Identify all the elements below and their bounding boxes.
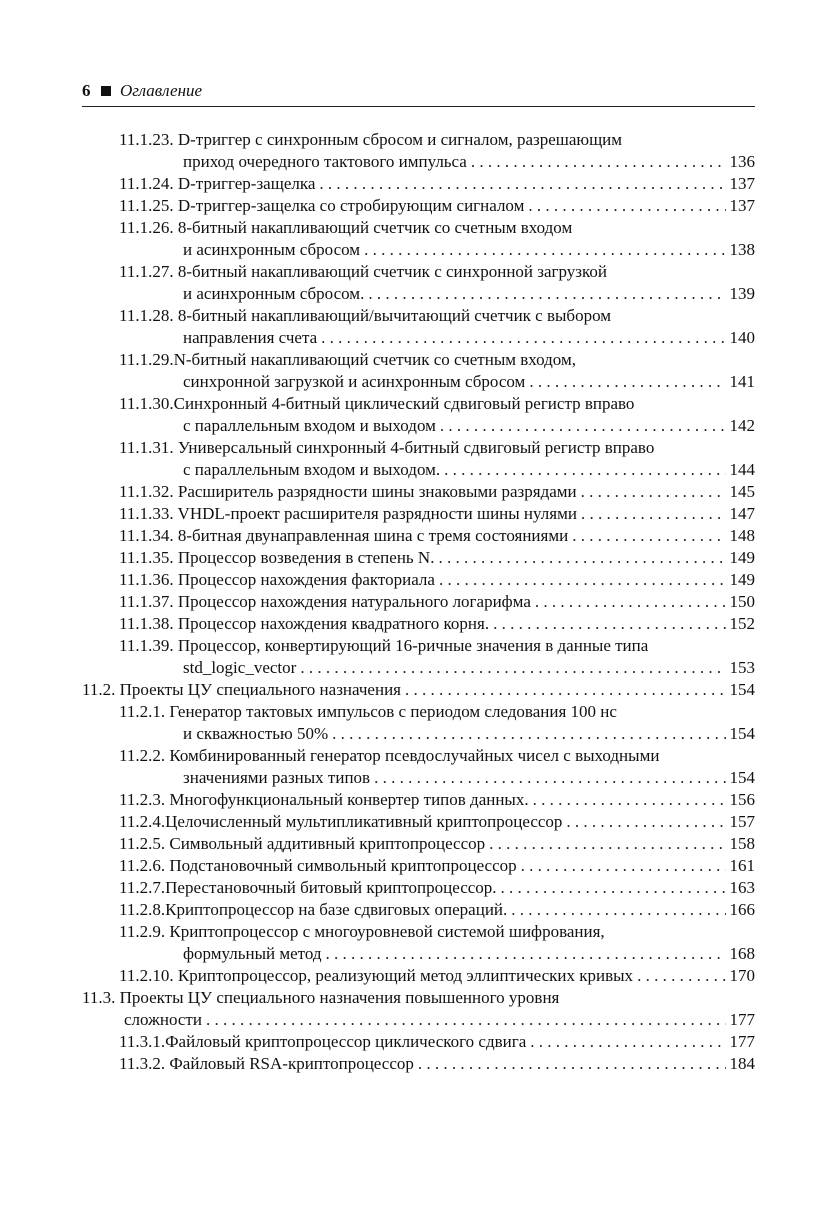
toc-entry-line bbox=[82, 217, 755, 239]
toc-entry bbox=[82, 1053, 755, 1075]
toc-entry-line bbox=[82, 635, 755, 657]
toc-page-number: 149 bbox=[729, 548, 755, 567]
toc-entry bbox=[82, 349, 755, 393]
toc-entry bbox=[82, 965, 755, 987]
dot-leader bbox=[535, 591, 726, 613]
toc-entry-line bbox=[82, 1053, 755, 1075]
dot-leader bbox=[493, 613, 726, 635]
toc-entry-line bbox=[82, 503, 755, 525]
toc-entry-line bbox=[82, 1031, 755, 1053]
toc-entry bbox=[82, 591, 755, 613]
toc-entry-text: 11.2.3. Многофункциональный конвертер типов данных. bbox=[119, 790, 529, 809]
toc-entry-line bbox=[82, 943, 755, 965]
toc-entry bbox=[82, 987, 755, 1031]
toc-page-number: 142 bbox=[729, 416, 755, 435]
dot-leader bbox=[444, 459, 726, 481]
toc-entry-text: с параллельным входом и выходом bbox=[183, 416, 436, 435]
toc-entry-text: 11.1.33. VHDL-проект расширителя разрядности шины нулями bbox=[119, 504, 577, 523]
toc-entry bbox=[82, 877, 755, 899]
toc-entry bbox=[82, 481, 755, 503]
toc-entry-text: 11.1.28. 8-битный накапливающий/вычитающий счетчик с выбором bbox=[119, 306, 612, 325]
toc-entry bbox=[82, 679, 755, 701]
toc-entry-text: направления счета bbox=[183, 328, 318, 347]
dot-leader bbox=[501, 877, 726, 899]
running-title: Оглавление bbox=[120, 81, 203, 100]
toc-entry-text: и асинхронным сбросом. bbox=[183, 284, 365, 303]
toc-entry bbox=[82, 921, 755, 965]
toc-entry-line bbox=[82, 591, 755, 613]
dot-leader bbox=[300, 657, 726, 679]
toc-entry-text: и асинхронным сбросом bbox=[183, 240, 361, 259]
toc-entry-text: и скважностью 50% bbox=[183, 724, 329, 743]
toc-entry-line bbox=[82, 701, 755, 723]
toc-entry-line bbox=[82, 811, 755, 833]
toc-entry-text: 11.1.32. Расширитель разрядности шины знаковыми разрядами bbox=[119, 482, 577, 501]
toc-entry-line bbox=[82, 415, 755, 437]
toc-entry-text: 11.1.27. 8-битный накапливающий счетчик с синхронной загрузкой bbox=[119, 262, 607, 281]
table-of-contents bbox=[82, 129, 755, 1075]
dot-leader bbox=[326, 943, 726, 965]
toc-page-number: 157 bbox=[729, 812, 755, 831]
dot-leader bbox=[418, 1053, 726, 1075]
toc-entry bbox=[82, 855, 755, 877]
toc-entry bbox=[82, 261, 755, 305]
dot-leader bbox=[471, 151, 726, 173]
dot-leader bbox=[440, 415, 726, 437]
running-header bbox=[82, 80, 755, 107]
toc-page-number: 148 bbox=[729, 526, 755, 545]
toc-entry bbox=[82, 701, 755, 745]
toc-page-number: 153 bbox=[729, 658, 755, 677]
toc-entry-line bbox=[82, 283, 755, 305]
toc-entry-text: 11.2.9. Криптопроцессор с многоуровневой системой шифрования, bbox=[119, 922, 605, 941]
toc-page-number: 170 bbox=[729, 966, 755, 985]
toc-entry-text: синхронной загрузкой и асинхронным сбросом bbox=[183, 372, 526, 391]
toc-page-number: 158 bbox=[729, 834, 755, 853]
toc-entry-line bbox=[82, 987, 755, 1009]
toc-entry-line bbox=[82, 767, 755, 789]
toc-page-number: 152 bbox=[729, 614, 755, 633]
toc-page-number: 149 bbox=[729, 570, 755, 589]
toc-entry-text: формульный метод bbox=[183, 944, 322, 963]
toc-page-number: 144 bbox=[729, 460, 755, 479]
toc-page-number: 177 bbox=[729, 1032, 755, 1051]
toc-entry-text: 11.2.8.Криптопроцессор на базе сдвиговых операций. bbox=[119, 900, 508, 919]
dot-leader bbox=[511, 899, 726, 921]
dot-leader bbox=[374, 767, 726, 789]
dot-leader bbox=[521, 855, 726, 877]
toc-entry-text: 11.1.31. Универсальный синхронный 4-битный сдвиговый регистр вправо bbox=[119, 438, 655, 457]
toc-entry bbox=[82, 195, 755, 217]
toc-entry-line bbox=[82, 239, 755, 261]
toc-entry-text: 11.1.30.Синхронный 4-битный циклический сдвиговый регистр вправо bbox=[119, 394, 635, 413]
toc-entry-line bbox=[82, 173, 755, 195]
toc-entry-line bbox=[82, 877, 755, 899]
toc-entry-text: 11.2.7.Перестановочный битовый криптопроцессор. bbox=[119, 878, 497, 897]
toc-entry bbox=[82, 305, 755, 349]
toc-entry-line bbox=[82, 1009, 755, 1031]
toc-entry-text: 11.1.36. Процессор нахождения факториала bbox=[119, 570, 435, 589]
toc-page-number: 137 bbox=[729, 196, 755, 215]
dot-leader bbox=[572, 525, 726, 547]
toc-entry-text: 11.1.25. D-триггер-защелка со стробирующим сигналом bbox=[119, 196, 525, 215]
toc-entry-line bbox=[82, 151, 755, 173]
dot-leader bbox=[566, 811, 726, 833]
toc-entry bbox=[82, 635, 755, 679]
toc-entry-line bbox=[82, 679, 755, 701]
toc-page-number: 137 bbox=[729, 174, 755, 193]
dot-leader bbox=[332, 723, 726, 745]
toc-entry-line bbox=[82, 921, 755, 943]
toc-entry-line bbox=[82, 437, 755, 459]
toc-entry-line bbox=[82, 195, 755, 217]
toc-page-number: 177 bbox=[729, 1010, 755, 1029]
dot-leader bbox=[581, 481, 726, 503]
dot-leader bbox=[439, 569, 726, 591]
toc-entry-line bbox=[82, 129, 755, 151]
toc-page-number: 163 bbox=[729, 878, 755, 897]
toc-page-number: 147 bbox=[729, 504, 755, 523]
toc-entry-line bbox=[82, 349, 755, 371]
dot-leader bbox=[489, 833, 726, 855]
toc-entry-line bbox=[82, 569, 755, 591]
toc-entry bbox=[82, 437, 755, 481]
toc-entry bbox=[82, 833, 755, 855]
toc-entry-text: 11.2.2. Комбинированный генератор псевдослучайных чисел с выходными bbox=[119, 746, 660, 765]
square-bullet-icon bbox=[101, 86, 111, 96]
toc-page-number: 141 bbox=[729, 372, 755, 391]
toc-entry-line bbox=[82, 657, 755, 679]
toc-page-number: 138 bbox=[729, 240, 755, 259]
toc-entry-text: 11.3.2. Файловый RSA-криптопроцессор bbox=[119, 1054, 414, 1073]
dot-leader bbox=[319, 173, 726, 195]
toc-entry bbox=[82, 789, 755, 811]
dot-leader bbox=[528, 195, 726, 217]
toc-page-number: 150 bbox=[729, 592, 755, 611]
toc-entry-line bbox=[82, 965, 755, 987]
toc-entry bbox=[82, 613, 755, 635]
toc-entry-line bbox=[82, 789, 755, 811]
dot-leader bbox=[364, 239, 726, 261]
toc-entry-line bbox=[82, 393, 755, 415]
toc-entry-text: 11.1.38. Процессор нахождения квадратного корня. bbox=[119, 614, 490, 633]
toc-entry-line bbox=[82, 855, 755, 877]
toc-page-number: 161 bbox=[729, 856, 755, 875]
toc-entry-line bbox=[82, 481, 755, 503]
toc-entry-text: 11.2.1. Генератор тактовых импульсов с периодом следования 100 нс bbox=[119, 702, 617, 721]
toc-entry-line bbox=[82, 745, 755, 767]
toc-entry-line bbox=[82, 305, 755, 327]
dot-leader bbox=[438, 547, 726, 569]
toc-entry bbox=[82, 569, 755, 591]
toc-page-number: 154 bbox=[729, 724, 755, 743]
dot-leader bbox=[368, 283, 726, 305]
toc-page-number: 139 bbox=[729, 284, 755, 303]
toc-entry-text: std_logic_vector bbox=[183, 658, 297, 677]
toc-entry bbox=[82, 525, 755, 547]
toc-entry bbox=[82, 503, 755, 525]
toc-page-number: 168 bbox=[729, 944, 755, 963]
toc-entry-text: 11.1.35. Процессор возведения в степень N. bbox=[119, 548, 435, 567]
dot-leader bbox=[581, 503, 726, 525]
toc-entry-line bbox=[82, 723, 755, 745]
toc-entry-line bbox=[82, 459, 755, 481]
toc-page-number: 140 bbox=[729, 328, 755, 347]
dot-leader bbox=[529, 371, 726, 393]
toc-entry bbox=[82, 393, 755, 437]
toc-page-number: 154 bbox=[729, 768, 755, 787]
toc-entry-line bbox=[82, 613, 755, 635]
toc-entry-text: 11.1.29.N-битный накапливающий счетчик со счетным входом, bbox=[119, 350, 576, 369]
toc-entry-line bbox=[82, 547, 755, 569]
dot-leader bbox=[206, 1009, 726, 1031]
toc-entry-text: 11.2.6. Подстановочный символьный криптопроцессор bbox=[119, 856, 517, 875]
dot-leader bbox=[405, 679, 726, 701]
dot-leader bbox=[637, 965, 726, 987]
toc-entry-text: сложности bbox=[124, 1010, 202, 1029]
toc-page-number: 145 bbox=[729, 482, 755, 501]
toc-page-number: 184 bbox=[729, 1054, 755, 1073]
toc-entry-text: 11.1.23. D-триггер с синхронным сбросом и сигналом, разрешающим bbox=[119, 130, 623, 149]
toc-page-number: 154 bbox=[729, 680, 755, 699]
toc-entry bbox=[82, 173, 755, 195]
toc-entry-text: 11.2.10. Криптопроцессор, реализующий метод эллиптических кривых bbox=[119, 966, 634, 985]
toc-entry-text: 11.3. Проекты ЦУ специального назначения повышенного уровня bbox=[82, 988, 560, 1007]
toc-page-number: 166 bbox=[729, 900, 755, 919]
page-number: 6 bbox=[82, 81, 91, 100]
toc-entry-text: 11.2.4.Целочисленный мультипликативный криптопроцессор bbox=[119, 812, 563, 831]
toc-entry bbox=[82, 745, 755, 789]
toc-entry-text: значениями разных типов bbox=[183, 768, 371, 787]
toc-entry-line bbox=[82, 327, 755, 349]
toc-entry-text: 11.3.1.Файловый криптопроцессор циклического сдвига bbox=[119, 1032, 527, 1051]
toc-entry bbox=[82, 1031, 755, 1053]
toc-entry-text: 11.2. Проекты ЦУ специального назначения bbox=[82, 680, 401, 699]
toc-entry bbox=[82, 129, 755, 173]
toc-entry-line bbox=[82, 833, 755, 855]
toc-entry-text: 11.2.5. Символьный аддитивный криптопроцессор bbox=[119, 834, 486, 853]
dot-leader bbox=[321, 327, 726, 349]
toc-entry bbox=[82, 547, 755, 569]
dot-leader bbox=[533, 789, 726, 811]
toc-entry-text: 11.1.24. D-триггер-защелка bbox=[119, 174, 316, 193]
toc-entry-text: 11.1.26. 8-битный накапливающий счетчик со счетным входом bbox=[119, 218, 573, 237]
toc-entry-text: 11.1.37. Процессор нахождения натурального логарифма bbox=[119, 592, 531, 611]
toc-entry-text: приход очередного тактового импульса bbox=[183, 152, 467, 171]
toc-entry-line bbox=[82, 261, 755, 283]
dot-leader bbox=[530, 1031, 726, 1053]
toc-page-number: 136 bbox=[729, 152, 755, 171]
toc-entry bbox=[82, 899, 755, 921]
toc-entry-text: 11.1.39. Процессор, конвертирующий 16-ричные значения в данные типа bbox=[119, 636, 649, 655]
toc-entry bbox=[82, 217, 755, 261]
toc-entry bbox=[82, 811, 755, 833]
toc-entry-line bbox=[82, 371, 755, 393]
toc-entry-text: 11.1.34. 8-битная двунаправленная шина с тремя состояниями bbox=[119, 526, 569, 545]
toc-entry-line bbox=[82, 525, 755, 547]
toc-entry-text: с параллельным входом и выходом. bbox=[183, 460, 441, 479]
toc-entry-line bbox=[82, 899, 755, 921]
toc-page-number: 156 bbox=[729, 790, 755, 809]
